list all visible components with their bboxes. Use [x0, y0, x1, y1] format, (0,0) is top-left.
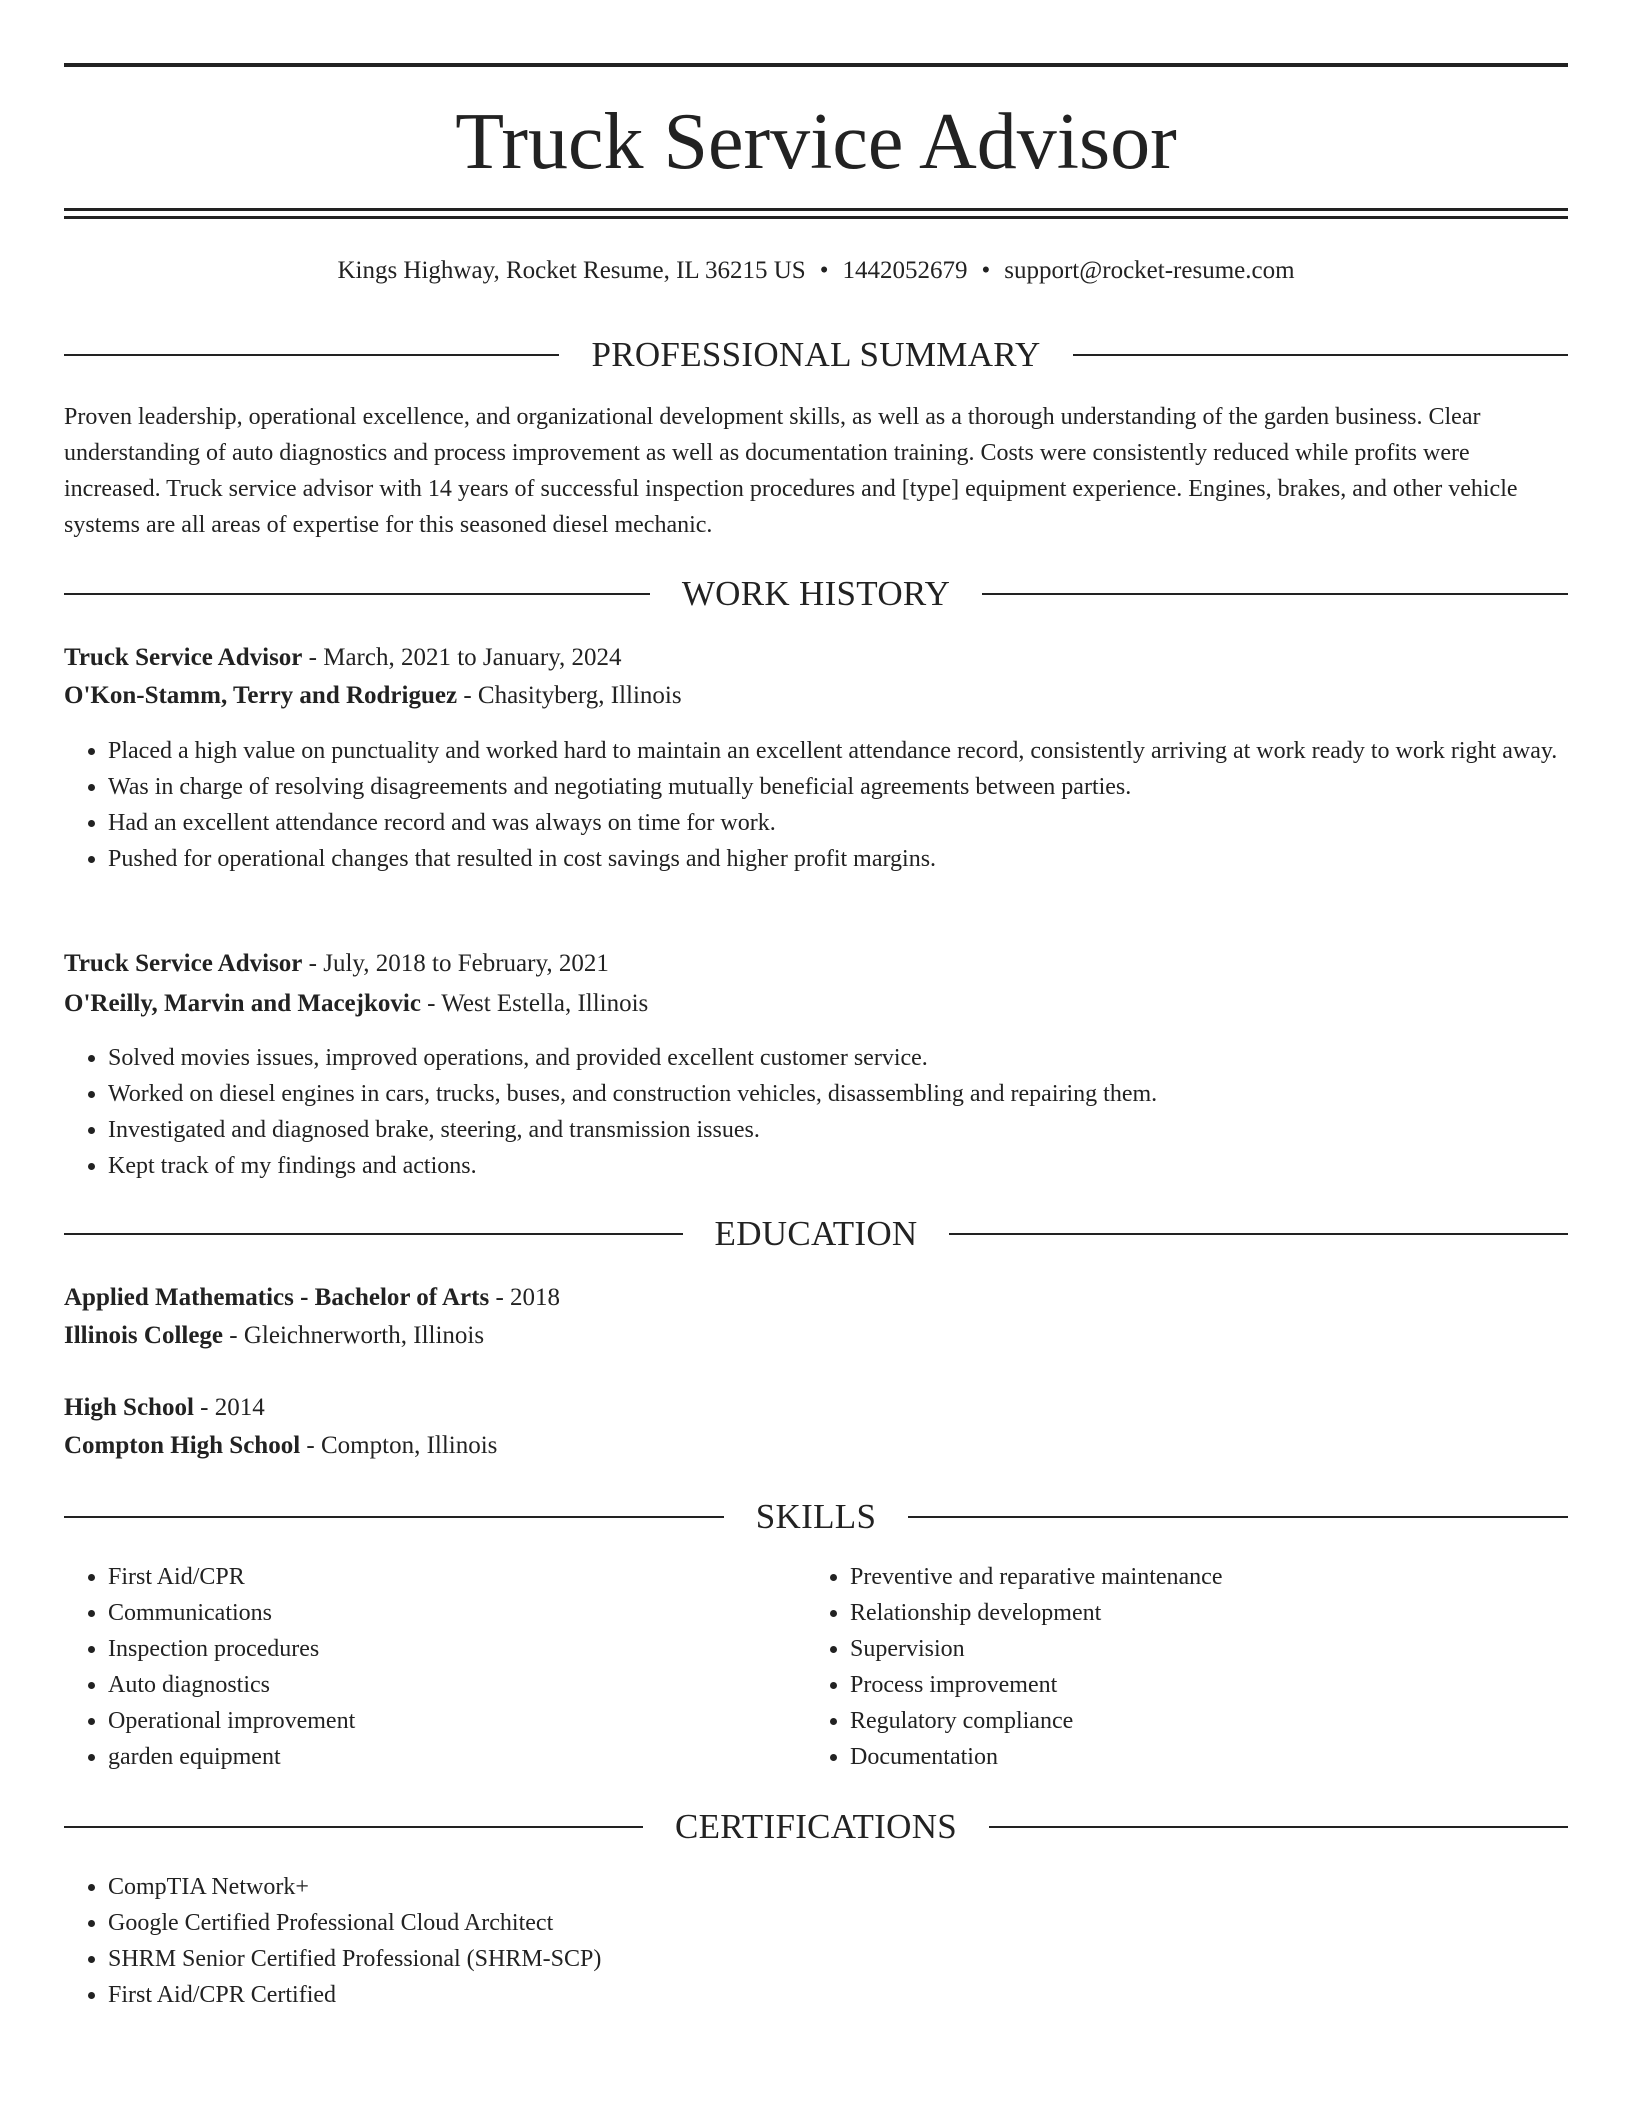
degree: High School: [64, 1394, 194, 1421]
school-line: [64, 1318, 1568, 1354]
skill-item: • Documentation: [850, 1739, 1610, 1775]
list-item: • Investigated and diagnosed brake, steering, and transmission issues.: [108, 1112, 1568, 1148]
education-title: EDUCATION: [714, 1214, 918, 1253]
degree-year: - 2018: [489, 1284, 561, 1311]
certifications-heading: [64, 1807, 1568, 1847]
contact-address: Kings Highway, Rocket Resume, IL 36215 US: [337, 257, 806, 284]
contact-separator: •: [981, 257, 991, 284]
heading-rule: [64, 593, 650, 595]
school: Compton High School: [64, 1432, 301, 1459]
work-heading: [64, 574, 1568, 614]
job-title-line: [64, 946, 1568, 982]
heading-rule: [989, 1826, 1568, 1828]
heading-rule: [1073, 354, 1568, 356]
resume-name: Truck Service Advisor: [455, 98, 1177, 186]
job-company-line: [64, 678, 1568, 714]
school: Illinois College: [64, 1322, 224, 1349]
job-bullets: [64, 1040, 1568, 1184]
summary-title: PROFESSIONAL SUMMARY: [591, 335, 1041, 374]
certification-item: • CompTIA Network+: [108, 1869, 1568, 1905]
job-location: - West Estella, Illinois: [420, 990, 649, 1017]
education-heading: [64, 1214, 1568, 1254]
contact-phone[interactable]: 1442052679: [842, 257, 968, 284]
degree-year: - 2014: [193, 1394, 265, 1421]
job-dates: - July, 2018 to February, 2021: [302, 950, 609, 977]
heading-rule: [64, 1826, 643, 1828]
contact-separator: •: [819, 257, 829, 284]
skill-item: • First Aid/CPR: [108, 1559, 748, 1595]
heading-rule: [64, 1233, 683, 1235]
list-item: • Pushed for operational changes that resulted in cost savings and higher profit margins.: [108, 841, 1568, 877]
list-item: • Placed a high value on punctuality and worked hard to maintain an excellent attendance record, consistently arriving at work ready to work right away.: [108, 733, 1568, 769]
contact-line: [64, 255, 1568, 287]
certification-item: • SHRM Senior Certified Professional (SHRM-SCP): [108, 1941, 1568, 1977]
skill-item: • Supervision: [850, 1631, 1610, 1667]
skill-item: • Relationship development: [850, 1595, 1610, 1631]
degree-line: [64, 1390, 1568, 1426]
list-item: • Had an excellent attendance record and was always on time for work.: [108, 805, 1568, 841]
heading-rule: [64, 1516, 724, 1518]
skill-item: • Regulatory compliance: [850, 1703, 1610, 1739]
heading-rule: [982, 593, 1568, 595]
heading-rule: [949, 1233, 1568, 1235]
job-title: Truck Service Advisor: [64, 950, 303, 977]
header-double-rule: [64, 208, 1568, 219]
certifications-title: CERTIFICATIONS: [674, 1807, 958, 1846]
job-location: - Chasityberg, Illinois: [457, 682, 682, 709]
job-company-line: [64, 986, 1568, 1022]
job-company: O'Reilly, Marvin and Macejkovic: [64, 990, 421, 1017]
degree: Applied Mathematics - Bachelor of Arts: [64, 1284, 490, 1311]
list-item: • Kept track of my findings and actions.: [108, 1148, 1568, 1184]
job-dates: - March, 2021 to January, 2024: [302, 644, 622, 671]
school-location: - Compton, Illinois: [300, 1432, 498, 1459]
certification-item: • Google Certified Professional Cloud Architect: [108, 1905, 1568, 1941]
list-item: • Was in charge of resolving disagreements and negotiating mutually beneficial agreements between parties.: [108, 769, 1568, 805]
school-location: - Gleichnerworth, Illinois: [223, 1322, 485, 1349]
list-item: • Solved movies issues, improved operations, and provided excellent customer service.: [108, 1040, 1568, 1076]
degree-line: [64, 1280, 1568, 1316]
skill-item: • Process improvement: [850, 1667, 1610, 1703]
summary-text: Proven leadership, operational excellence, and organizational development skills, as well as a thorough understanding of the garden business. Clear understanding of auto diagnostics and process improvement as well as documentation training. Costs were consistently reduced while profits were increased. Truck service advisor with 14 years of successful inspection procedures and [type] equipment experience. Engines, brakes, and other vehicle systems are all areas of expertise for this seasoned diesel mechanic.: [64, 404, 1518, 538]
summary-heading: [64, 335, 1568, 375]
skill-item: • Auto diagnostics: [108, 1667, 748, 1703]
skill-item: • Operational improvement: [108, 1703, 748, 1739]
skill-item: • Preventive and reparative maintenance: [850, 1559, 1610, 1595]
contact-email[interactable]: support@rocket-resume.com: [1004, 257, 1295, 284]
job-title-line: [64, 640, 1568, 676]
school-line: [64, 1428, 1568, 1464]
skills-title: SKILLS: [755, 1497, 877, 1536]
heading-rule: [64, 354, 559, 356]
skill-item: • Inspection procedures: [108, 1631, 748, 1667]
header-top-rule: [64, 63, 1568, 67]
job-bullets: [64, 733, 1568, 877]
work-title: WORK HISTORY: [681, 574, 951, 613]
heading-rule: [908, 1516, 1568, 1518]
job-title: Truck Service Advisor: [64, 644, 303, 671]
list-item: • Worked on diesel engines in cars, trucks, buses, and construction vehicles, disassembling and repairing them.: [108, 1076, 1568, 1112]
skills-heading: [64, 1497, 1568, 1537]
job-company: O'Kon-Stamm, Terry and Rodriguez: [64, 682, 458, 709]
skills-list-right: [806, 1559, 1610, 1775]
skills-list-left: [64, 1559, 748, 1775]
certifications-list: [64, 1869, 1568, 2013]
skill-item: • garden equipment: [108, 1739, 748, 1775]
certification-item: • First Aid/CPR Certified: [108, 1977, 1568, 2013]
skill-item: • Communications: [108, 1595, 748, 1631]
